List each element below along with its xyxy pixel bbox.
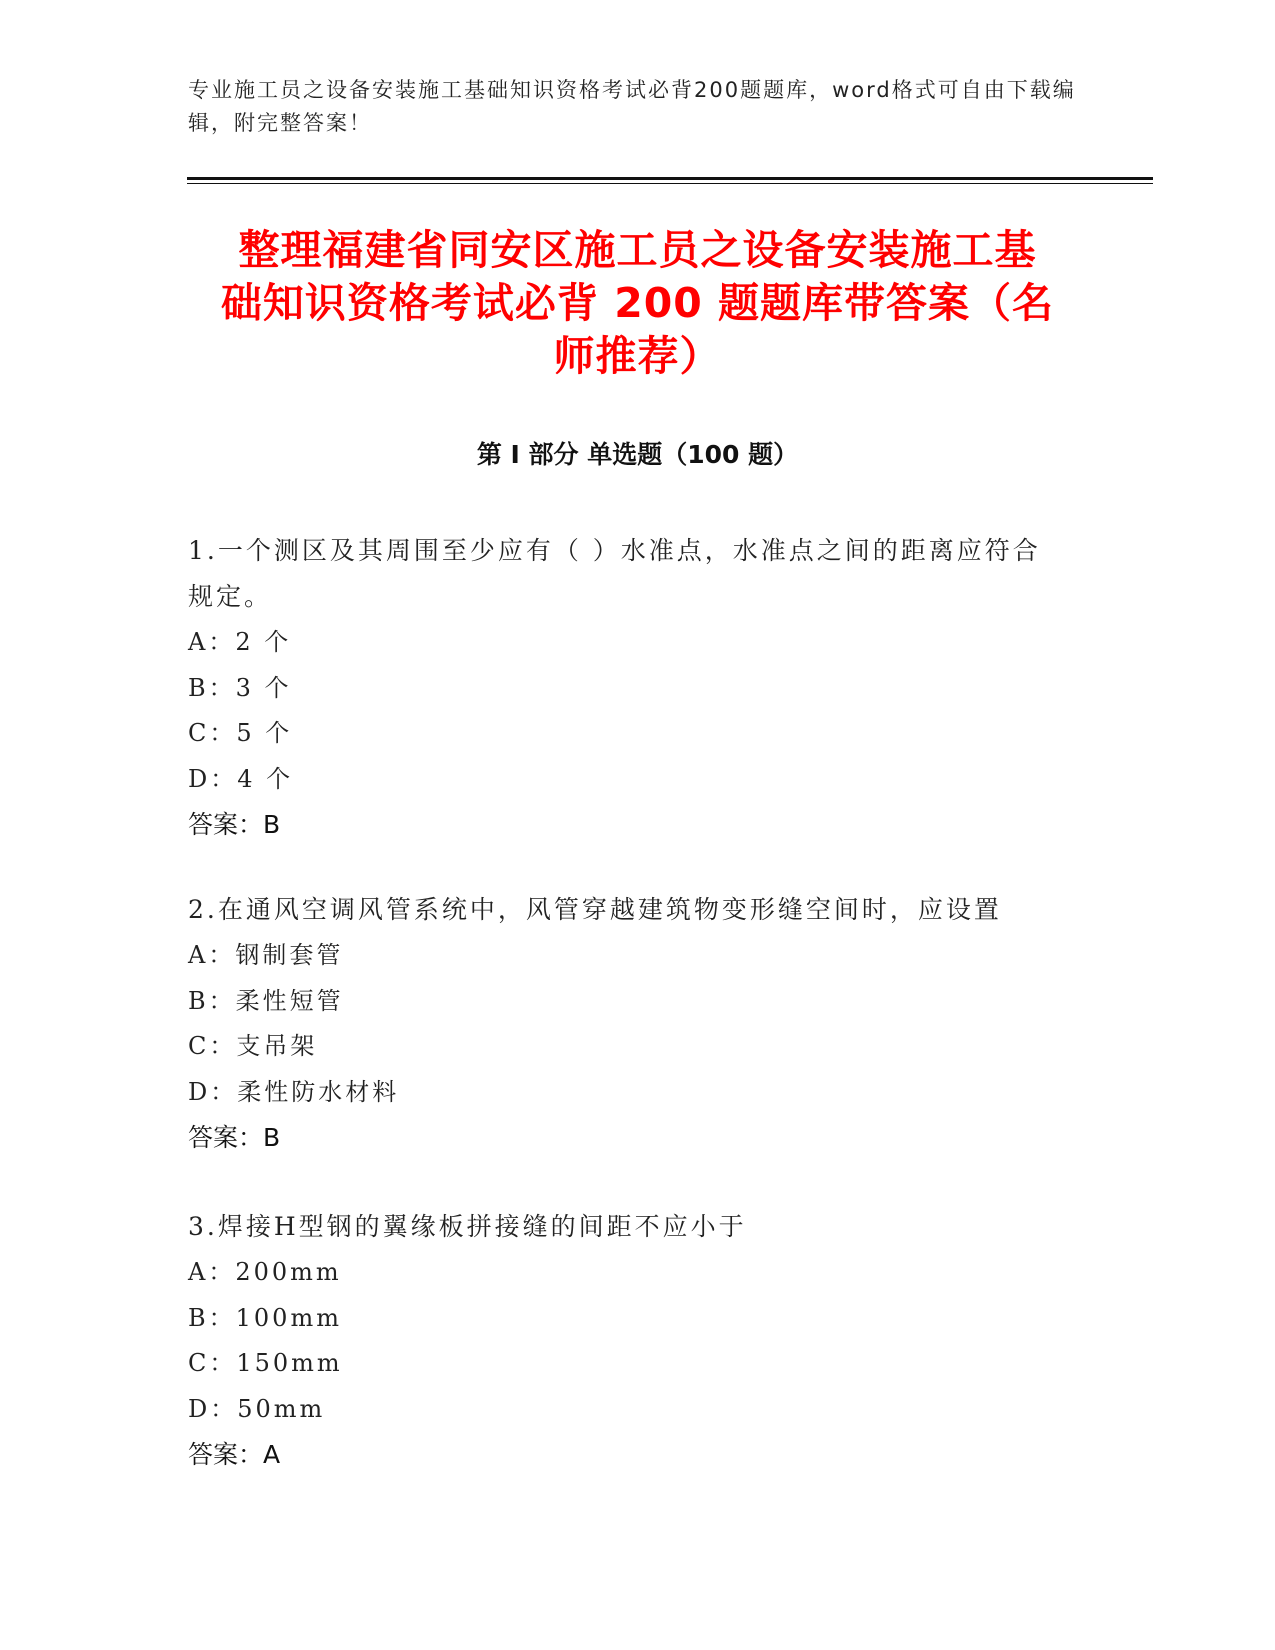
header-divider-thick bbox=[187, 177, 1153, 180]
question-3-option-b: B：100mm bbox=[188, 1303, 342, 1332]
question-1-option-a: A：2 个 bbox=[188, 628, 292, 656]
question-3-option-d: D：50mm bbox=[188, 1394, 326, 1423]
question-2-option-d: D：柔性防水材料 bbox=[188, 1077, 400, 1106]
question-3-option-c: C：150mm bbox=[188, 1349, 343, 1377]
header-divider-thin bbox=[187, 183, 1153, 184]
question-2-option-b: B：柔性短管 bbox=[188, 986, 344, 1015]
document-title-line-2: 础知识资格考试必背 200 题题库带答案（名 bbox=[220, 279, 1055, 327]
header-note: 专业施工员之设备安装施工基础知识资格考试必背200题题库，word格式可自由下载编辑，附完整答案！ bbox=[188, 78, 1076, 135]
question-1-stem-continued: 规定。 bbox=[188, 582, 273, 611]
question-1 bbox=[188, 528, 1088, 847]
question-spacer bbox=[188, 1160, 1088, 1204]
question-3 bbox=[188, 1204, 1088, 1477]
question-spacer bbox=[188, 847, 1088, 887]
document-title bbox=[190, 224, 1085, 383]
question-1-stem: 1.一个测区及其周围至少应有（ ）水准点，水准点之间的距离应符合 bbox=[188, 536, 1041, 565]
question-2-stem: 2.在通风空调风管系统中，风管穿越建筑物变形缝空间时，应设置 bbox=[188, 895, 1002, 924]
question-1-option-c: C：5 个 bbox=[188, 719, 293, 747]
question-3-stem: 3.焊接H型钢的翼缘板拼接缝的间距不应小于 bbox=[188, 1212, 747, 1241]
question-3-option-a: A：200mm bbox=[188, 1258, 342, 1286]
question-2-option-c: C：支吊架 bbox=[188, 1032, 318, 1060]
question-list bbox=[188, 528, 1088, 1477]
document-title-line-1: 整理福建省同安区施工员之设备安装施工基 bbox=[238, 226, 1037, 274]
question-3-answer: 答案：A bbox=[188, 1440, 281, 1469]
section-heading: 第 I 部分 单选题（100 题） bbox=[476, 440, 799, 469]
document-title-line-3: 师推荐） bbox=[553, 332, 722, 380]
question-2-option-a: A：钢制套管 bbox=[188, 941, 344, 969]
question-1-answer: 答案：B bbox=[188, 810, 281, 839]
question-1-option-b: B：3 个 bbox=[188, 673, 292, 702]
question-1-option-d: D：4 个 bbox=[188, 764, 294, 793]
question-2 bbox=[188, 887, 1088, 1160]
question-2-answer: 答案：B bbox=[188, 1123, 281, 1152]
